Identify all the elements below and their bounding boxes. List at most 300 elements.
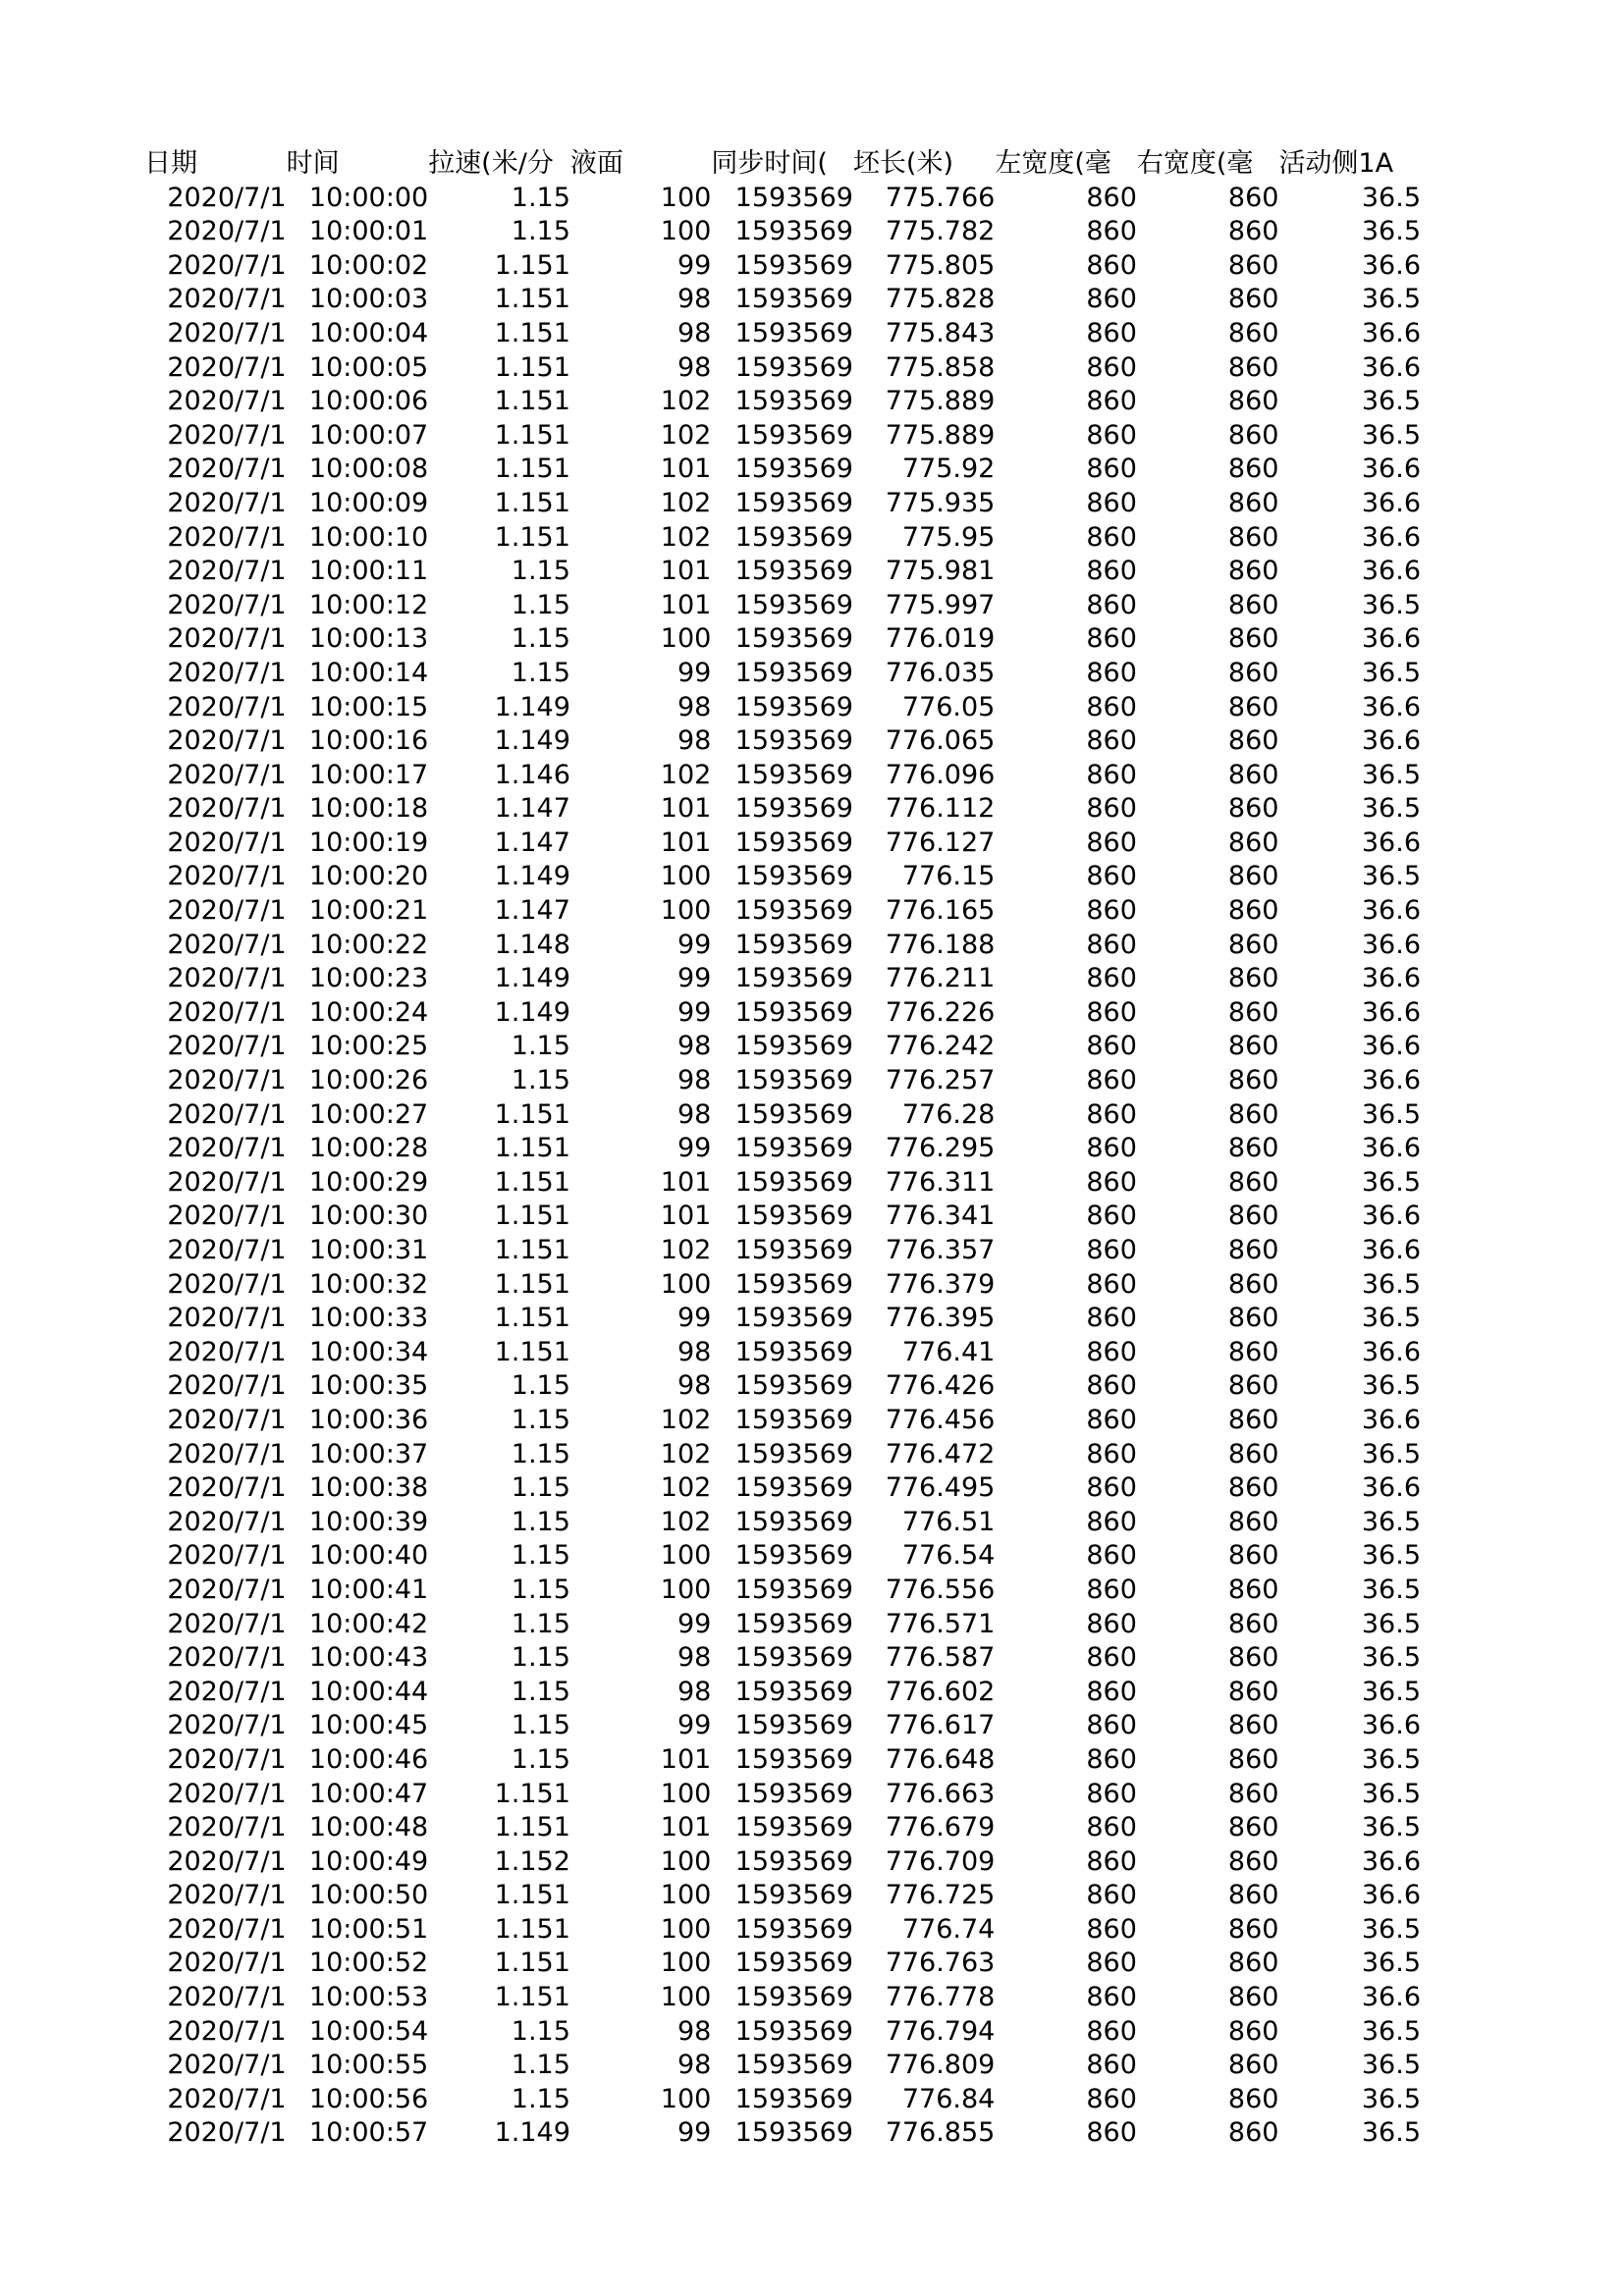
cell-date: 2020/7/1 (167, 2015, 287, 2047)
cell-time: 10:00:18 (308, 793, 429, 825)
cell-date: 2020/7/1 (167, 996, 287, 1028)
table-row (144, 1064, 1421, 1098)
cell-date: 2020/7/1 (167, 1438, 287, 1469)
cell-sync-time: 1593569 (734, 1235, 853, 1265)
cell-liquid-level: 100 (660, 861, 712, 892)
cell-slab-length: 776.571 (885, 1608, 996, 1639)
cell-sync-time: 1593569 (734, 1098, 853, 1130)
cell-date: 2020/7/1 (167, 895, 287, 927)
cell-left-width: 860 (1086, 1404, 1137, 1435)
cell-liquid-level: 98 (677, 351, 712, 383)
cell-time: 10:00:55 (308, 2050, 429, 2081)
table-row (144, 1471, 1421, 1506)
cell-sync-time: 1593569 (734, 623, 853, 655)
cell-time: 10:00:52 (308, 1948, 429, 1979)
cell-slab-length: 776.426 (885, 1370, 996, 1402)
cell-sync-time: 1593569 (734, 1166, 853, 1198)
cell-sync-time: 1593569 (734, 861, 853, 892)
table-row (144, 1641, 1421, 1676)
cell-liquid-level: 100 (660, 182, 712, 213)
cell-right-width: 860 (1227, 1608, 1279, 1639)
table-row (144, 1404, 1421, 1438)
cell-sync-time: 1593569 (734, 1031, 853, 1062)
data-table (144, 147, 1421, 2151)
cell-liquid-level: 100 (660, 1880, 712, 1911)
cell-active-side-1a: 36.5 (1361, 386, 1421, 417)
cell-date: 2020/7/1 (167, 1472, 287, 1504)
cell-casting-speed: 1.151 (494, 1778, 570, 1809)
cell-date: 2020/7/1 (167, 182, 287, 213)
cell-right-width: 860 (1227, 1778, 1279, 1809)
cell-left-width: 860 (1086, 1880, 1137, 1911)
table-row (144, 2116, 1421, 2151)
cell-casting-speed: 1.15 (511, 1676, 570, 1707)
cell-liquid-level: 100 (660, 1540, 712, 1572)
cell-left-width: 860 (1086, 1268, 1137, 1300)
cell-time: 10:00:35 (308, 1370, 429, 1402)
cell-time: 10:00:41 (308, 1574, 429, 1605)
cell-active-side-1a: 36.5 (1361, 2117, 1421, 2149)
cell-sync-time: 1593569 (734, 454, 853, 485)
cell-casting-speed: 1.15 (511, 623, 570, 655)
cell-date: 2020/7/1 (167, 1913, 287, 1945)
cell-right-width: 860 (1227, 793, 1279, 825)
cell-casting-speed: 1.151 (494, 454, 570, 485)
cell-casting-speed: 1.151 (494, 1201, 570, 1232)
cell-left-width: 860 (1086, 1642, 1137, 1674)
cell-slab-length: 776.84 (901, 2083, 996, 2114)
cell-casting-speed: 1.15 (511, 1472, 570, 1504)
cell-casting-speed: 1.149 (494, 691, 570, 722)
cell-sync-time: 1593569 (734, 1303, 853, 1334)
cell-slab-length: 776.379 (885, 1268, 996, 1300)
cell-left-width: 860 (1086, 454, 1137, 485)
cell-right-width: 860 (1227, 1201, 1279, 1232)
cell-time: 10:00:46 (308, 1743, 429, 1775)
cell-slab-length: 776.257 (885, 1065, 996, 1096)
table-row (144, 1098, 1421, 1133)
header-cell-right-width: 右宽度(毫 (1136, 148, 1254, 179)
cell-time: 10:00:51 (308, 1913, 429, 1945)
cell-liquid-level: 98 (677, 317, 712, 348)
cell-left-width: 860 (1086, 487, 1137, 518)
cell-left-width: 860 (1086, 249, 1137, 281)
cell-left-width: 860 (1086, 1574, 1137, 1605)
cell-sync-time: 1593569 (734, 1201, 853, 1232)
cell-liquid-level: 101 (660, 1812, 712, 1843)
cell-time: 10:00:27 (308, 1098, 429, 1130)
cell-casting-speed: 1.151 (494, 487, 570, 518)
cell-sync-time: 1593569 (734, 1133, 853, 1164)
cell-slab-length: 776.456 (885, 1404, 996, 1435)
cell-left-width: 860 (1086, 419, 1137, 451)
cell-sync-time: 1593569 (734, 725, 853, 757)
cell-active-side-1a: 36.6 (1361, 623, 1421, 655)
cell-liquid-level: 98 (677, 1642, 712, 1674)
table-row (144, 419, 1421, 454)
cell-slab-length: 776.019 (885, 623, 996, 655)
cell-date: 2020/7/1 (167, 249, 287, 281)
cell-casting-speed: 1.149 (494, 725, 570, 757)
cell-time: 10:00:45 (308, 1710, 429, 1741)
cell-time: 10:00:56 (308, 2083, 429, 2114)
cell-right-width: 860 (1227, 1913, 1279, 1945)
cell-left-width: 860 (1086, 1370, 1137, 1402)
cell-time: 10:00:40 (308, 1540, 429, 1572)
cell-sync-time: 1593569 (734, 521, 853, 553)
cell-casting-speed: 1.15 (511, 1574, 570, 1605)
cell-sync-time: 1593569 (734, 2117, 853, 2149)
cell-casting-speed: 1.151 (494, 351, 570, 383)
cell-right-width: 860 (1227, 623, 1279, 655)
cell-slab-length: 776.357 (885, 1235, 996, 1265)
cell-date: 2020/7/1 (167, 1948, 287, 1979)
table-row (144, 2049, 1421, 2083)
cell-slab-length: 776.51 (901, 1506, 996, 1537)
cell-casting-speed: 1.151 (494, 1948, 570, 1979)
cell-liquid-level: 102 (660, 1472, 712, 1504)
cell-time: 10:00:44 (308, 1676, 429, 1707)
cell-right-width: 860 (1227, 1438, 1279, 1469)
cell-active-side-1a: 36.5 (1361, 861, 1421, 892)
cell-date: 2020/7/1 (167, 556, 287, 587)
cell-casting-speed: 1.149 (494, 963, 570, 994)
cell-active-side-1a: 36.6 (1361, 1031, 1421, 1062)
cell-casting-speed: 1.15 (511, 1710, 570, 1741)
cell-left-width: 860 (1086, 759, 1137, 790)
cell-time: 10:00:22 (308, 929, 429, 960)
cell-casting-speed: 1.148 (494, 929, 570, 960)
cell-time: 10:00:14 (308, 657, 429, 688)
cell-left-width: 860 (1086, 1201, 1137, 1232)
cell-right-width: 860 (1227, 691, 1279, 722)
cell-right-width: 860 (1227, 1845, 1279, 1877)
cell-active-side-1a: 36.6 (1361, 929, 1421, 960)
cell-right-width: 860 (1227, 351, 1279, 383)
cell-date: 2020/7/1 (167, 216, 287, 247)
cell-date: 2020/7/1 (167, 1303, 287, 1334)
cell-casting-speed: 1.151 (494, 1336, 570, 1367)
cell-liquid-level: 102 (660, 419, 712, 451)
cell-left-width: 860 (1086, 861, 1137, 892)
cell-left-width: 860 (1086, 1031, 1137, 1062)
table-row (144, 860, 1421, 894)
cell-casting-speed: 1.146 (494, 759, 570, 790)
cell-time: 10:00:17 (308, 759, 429, 790)
cell-active-side-1a: 36.6 (1361, 556, 1421, 587)
cell-casting-speed: 1.147 (494, 793, 570, 825)
cell-active-side-1a: 36.6 (1361, 827, 1421, 858)
cell-liquid-level: 100 (660, 623, 712, 655)
table-row (144, 1336, 1421, 1370)
cell-left-width: 860 (1086, 2083, 1137, 2114)
table-row (144, 929, 1421, 963)
cell-casting-speed: 1.15 (511, 589, 570, 620)
cell-left-width: 860 (1086, 996, 1137, 1028)
cell-left-width: 860 (1086, 2117, 1137, 2149)
table-row (144, 351, 1421, 386)
cell-date: 2020/7/1 (167, 1845, 287, 1877)
cell-right-width: 860 (1227, 1336, 1279, 1367)
cell-time: 10:00:16 (308, 725, 429, 757)
table-row (144, 1200, 1421, 1234)
cell-sync-time: 1593569 (734, 793, 853, 825)
cell-time: 10:00:31 (308, 1235, 429, 1265)
cell-liquid-level: 99 (677, 1133, 712, 1164)
cell-time: 10:00:42 (308, 1608, 429, 1639)
cell-slab-length: 775.766 (885, 182, 996, 213)
cell-date: 2020/7/1 (167, 589, 287, 620)
cell-slab-length: 776.794 (885, 2015, 996, 2047)
cell-slab-length: 776.855 (885, 2117, 996, 2149)
cell-left-width: 860 (1086, 929, 1137, 960)
table-row (144, 283, 1421, 317)
cell-left-width: 860 (1086, 1166, 1137, 1198)
cell-right-width: 860 (1227, 1235, 1279, 1265)
cell-time: 10:00:10 (308, 521, 429, 553)
table-row (144, 1981, 1421, 2015)
table-row (144, 724, 1421, 759)
table-row (144, 453, 1421, 487)
cell-casting-speed: 1.15 (511, 1642, 570, 1674)
cell-sync-time: 1593569 (734, 1982, 853, 2013)
cell-left-width: 860 (1086, 895, 1137, 927)
cell-date: 2020/7/1 (167, 1880, 287, 1911)
cell-time: 10:00:20 (308, 861, 429, 892)
cell-right-width: 860 (1227, 827, 1279, 858)
cell-left-width: 860 (1086, 1778, 1137, 1809)
cell-slab-length: 776.065 (885, 725, 996, 757)
cell-liquid-level: 98 (677, 1098, 712, 1130)
cell-sync-time: 1593569 (734, 691, 853, 722)
cell-time: 10:00:39 (308, 1506, 429, 1537)
cell-date: 2020/7/1 (167, 1710, 287, 1741)
cell-time: 10:00:48 (308, 1812, 429, 1843)
cell-time: 10:00:01 (308, 216, 429, 247)
cell-slab-length: 776.242 (885, 1031, 996, 1062)
header-cell-casting-speed: 拉速(米/分 (428, 148, 554, 179)
cell-right-width: 860 (1227, 929, 1279, 960)
cell-right-width: 860 (1227, 216, 1279, 247)
table-row (144, 622, 1421, 657)
cell-casting-speed: 1.151 (494, 249, 570, 281)
cell-left-width: 860 (1086, 1472, 1137, 1504)
cell-time: 10:00:12 (308, 589, 429, 620)
cell-date: 2020/7/1 (167, 521, 287, 553)
cell-slab-length: 776.556 (885, 1574, 996, 1605)
cell-slab-length: 776.41 (901, 1336, 996, 1367)
table-row (144, 1676, 1421, 1710)
cell-slab-length: 776.096 (885, 759, 996, 790)
cell-casting-speed: 1.149 (494, 996, 570, 1028)
cell-slab-length: 775.805 (885, 249, 996, 281)
cell-left-width: 860 (1086, 1948, 1137, 1979)
cell-slab-length: 776.709 (885, 1845, 996, 1877)
cell-sync-time: 1593569 (734, 1676, 853, 1707)
cell-liquid-level: 100 (660, 1913, 712, 1945)
cell-active-side-1a: 36.5 (1361, 1438, 1421, 1469)
cell-sync-time: 1593569 (734, 182, 853, 213)
cell-casting-speed: 1.15 (511, 1540, 570, 1572)
cell-left-width: 860 (1086, 1065, 1137, 1096)
cell-right-width: 860 (1227, 317, 1279, 348)
cell-liquid-level: 102 (660, 1506, 712, 1537)
cell-sync-time: 1593569 (734, 1438, 853, 1469)
cell-slab-length: 776.295 (885, 1133, 996, 1164)
cell-active-side-1a: 36.6 (1361, 1880, 1421, 1911)
cell-casting-speed: 1.15 (511, 2015, 570, 2047)
cell-casting-speed: 1.147 (494, 827, 570, 858)
cell-left-width: 860 (1086, 827, 1137, 858)
cell-sync-time: 1593569 (734, 1404, 853, 1435)
cell-time: 10:00:11 (308, 556, 429, 587)
cell-active-side-1a: 36.6 (1361, 996, 1421, 1028)
cell-slab-length: 775.997 (885, 589, 996, 620)
table-row (144, 249, 1421, 284)
cell-slab-length: 776.05 (901, 691, 996, 722)
cell-slab-length: 776.679 (885, 1812, 996, 1843)
cell-date: 2020/7/1 (167, 963, 287, 994)
cell-sync-time: 1593569 (734, 1845, 853, 1877)
cell-date: 2020/7/1 (167, 284, 287, 315)
table-row (144, 1268, 1421, 1303)
cell-slab-length: 776.226 (885, 996, 996, 1028)
cell-time: 10:00:29 (308, 1166, 429, 1198)
table-row (144, 1506, 1421, 1540)
table-row (144, 521, 1421, 556)
cell-casting-speed: 1.151 (494, 317, 570, 348)
cell-right-width: 860 (1227, 2117, 1279, 2149)
cell-right-width: 860 (1227, 1540, 1279, 1572)
cell-date: 2020/7/1 (167, 657, 287, 688)
cell-sync-time: 1593569 (734, 1268, 853, 1300)
cell-liquid-level: 98 (677, 1676, 712, 1707)
cell-time: 10:00:02 (308, 249, 429, 281)
cell-active-side-1a: 36.5 (1361, 1370, 1421, 1402)
cell-left-width: 860 (1086, 521, 1137, 553)
cell-right-width: 860 (1227, 249, 1279, 281)
cell-liquid-level: 100 (660, 895, 712, 927)
cell-date: 2020/7/1 (167, 1370, 287, 1402)
cell-casting-speed: 1.151 (494, 1812, 570, 1843)
cell-date: 2020/7/1 (167, 1235, 287, 1265)
cell-slab-length: 776.809 (885, 2050, 996, 2081)
cell-date: 2020/7/1 (167, 1642, 287, 1674)
cell-sync-time: 1593569 (734, 1540, 853, 1572)
cell-right-width: 860 (1227, 1166, 1279, 1198)
cell-liquid-level: 101 (660, 589, 712, 620)
cell-liquid-level: 99 (677, 996, 712, 1028)
cell-active-side-1a: 36.6 (1361, 249, 1421, 281)
table-row (144, 317, 1421, 351)
cell-right-width: 860 (1227, 1642, 1279, 1674)
cell-sync-time: 1593569 (734, 1506, 853, 1537)
cell-liquid-level: 102 (660, 1438, 712, 1469)
cell-right-width: 860 (1227, 861, 1279, 892)
table-row (144, 1132, 1421, 1166)
cell-casting-speed: 1.151 (494, 1133, 570, 1164)
cell-slab-length: 776.472 (885, 1438, 996, 1469)
cell-date: 2020/7/1 (167, 1133, 287, 1164)
cell-sync-time: 1593569 (734, 895, 853, 927)
cell-left-width: 860 (1086, 725, 1137, 757)
cell-active-side-1a: 36.5 (1361, 1540, 1421, 1572)
cell-time: 10:00:04 (308, 317, 429, 348)
cell-slab-length: 776.725 (885, 1880, 996, 1911)
cell-casting-speed: 1.152 (494, 1845, 570, 1877)
cell-active-side-1a: 36.5 (1361, 216, 1421, 247)
cell-sync-time: 1593569 (734, 2050, 853, 2081)
cell-date: 2020/7/1 (167, 1268, 287, 1300)
cell-active-side-1a: 36.6 (1361, 963, 1421, 994)
cell-sync-time: 1593569 (734, 351, 853, 383)
cell-right-width: 860 (1227, 895, 1279, 927)
cell-left-width: 860 (1086, 1303, 1137, 1334)
cell-sync-time: 1593569 (734, 657, 853, 688)
cell-left-width: 860 (1086, 1540, 1137, 1572)
cell-active-side-1a: 36.6 (1361, 1336, 1421, 1367)
cell-slab-length: 776.763 (885, 1948, 996, 1979)
cell-right-width: 860 (1227, 1982, 1279, 2013)
cell-casting-speed: 1.15 (511, 1506, 570, 1537)
cell-time: 10:00:19 (308, 827, 429, 858)
cell-liquid-level: 102 (660, 1404, 712, 1435)
cell-liquid-level: 99 (677, 2117, 712, 2149)
cell-right-width: 860 (1227, 657, 1279, 688)
cell-liquid-level: 98 (677, 2015, 712, 2047)
table-row (144, 182, 1421, 216)
cell-casting-speed: 1.15 (511, 2083, 570, 2114)
cell-date: 2020/7/1 (167, 1540, 287, 1572)
cell-left-width: 860 (1086, 351, 1137, 383)
cell-sync-time: 1593569 (734, 419, 853, 451)
cell-sync-time: 1593569 (734, 2083, 853, 2114)
cell-time: 10:00:00 (308, 182, 429, 213)
cell-right-width: 860 (1227, 1574, 1279, 1605)
cell-casting-speed: 1.151 (494, 1880, 570, 1911)
cell-slab-length: 775.828 (885, 284, 996, 315)
cell-left-width: 860 (1086, 216, 1137, 247)
cell-slab-length: 775.782 (885, 216, 996, 247)
cell-right-width: 860 (1227, 284, 1279, 315)
cell-liquid-level: 98 (677, 1336, 712, 1367)
cell-left-width: 860 (1086, 1235, 1137, 1265)
cell-sync-time: 1593569 (734, 249, 853, 281)
cell-active-side-1a: 36.5 (1361, 419, 1421, 451)
cell-date: 2020/7/1 (167, 623, 287, 655)
cell-right-width: 860 (1227, 1268, 1279, 1300)
cell-casting-speed: 1.15 (511, 1065, 570, 1096)
table-row (144, 2015, 1421, 2050)
cell-sync-time: 1593569 (734, 1336, 853, 1367)
cell-right-width: 860 (1227, 1812, 1279, 1843)
cell-sync-time: 1593569 (734, 1743, 853, 1775)
cell-time: 10:00:54 (308, 2015, 429, 2047)
cell-slab-length: 776.035 (885, 657, 996, 688)
cell-date: 2020/7/1 (167, 1336, 287, 1367)
cell-left-width: 860 (1086, 1676, 1137, 1707)
table-row (144, 1302, 1421, 1336)
cell-slab-length: 775.935 (885, 487, 996, 518)
cell-left-width: 860 (1086, 1438, 1137, 1469)
cell-left-width: 860 (1086, 1098, 1137, 1130)
cell-left-width: 860 (1086, 1133, 1137, 1164)
cell-liquid-level: 100 (660, 1574, 712, 1605)
cell-active-side-1a: 36.6 (1361, 521, 1421, 553)
cell-liquid-level: 100 (660, 2083, 712, 2114)
cell-sync-time: 1593569 (734, 1880, 853, 1911)
cell-sync-time: 1593569 (734, 1065, 853, 1096)
